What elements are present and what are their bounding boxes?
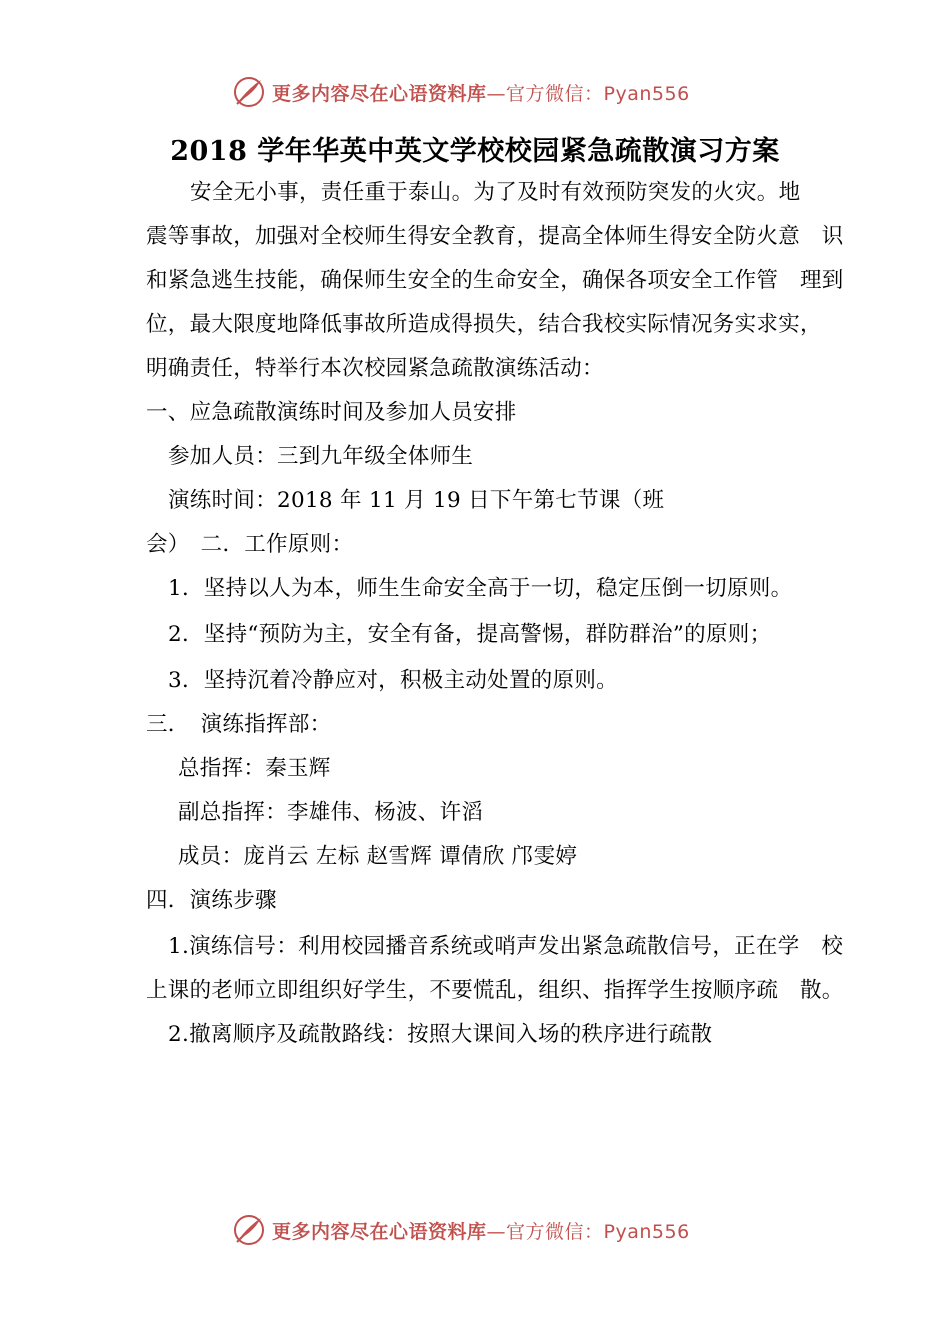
watermark-footer <box>232 1212 690 1248</box>
section-heading: 会） 二．工作原则： <box>146 532 354 557</box>
paragraph-line: 震等事故，加强对全校师生得安全教育，提高全体师生得安全防火意 识 <box>146 224 844 249</box>
drill-time-line: 演练时间：2018 年 11 月 19 日下午第七节课（班 <box>168 488 665 513</box>
step-item: 1.演练信号：利用校园播音系统或哨声发出紧急疏散信号，正在学 校 <box>168 934 844 959</box>
section-heading: 三． 演练指挥部： <box>146 712 332 737</box>
participants-line: 参加人员：三到九年级全体师生 <box>168 444 474 469</box>
paragraph-line: 安全无小事，责任重于泰山。为了及时有效预防突发的火灾。地 <box>190 180 801 205</box>
step-item: 2.撤离顺序及疏散路线：按照大课间入场的秩序进行疏散 <box>168 1022 713 1047</box>
feather-quill-logo-icon <box>232 75 266 109</box>
paragraph-line: 和紧急逃生技能，确保师生安全的生命安全，确保各项安全工作管 理到 <box>146 268 844 293</box>
section-heading: 一、应急疏散演练时间及参加人员安排 <box>146 400 517 425</box>
deputy-commander-line: 副总指挥：李雄伟、杨波、许滔 <box>178 800 484 825</box>
watermark-text: 更多内容尽在心语资料库—官方微信：Pyan556 <box>272 1220 690 1243</box>
members-line: 成员：庞肖云 左标 赵雪辉 谭倩欣 邝雯婷 <box>178 844 578 869</box>
watermark-header <box>232 74 690 110</box>
paragraph-line: 明确责任，特举行本次校园紧急疏散演练活动： <box>146 356 604 381</box>
document-title: 2018 学年华英中英文学校校园紧急疏散演习方案 <box>170 136 780 167</box>
watermark-text: 更多内容尽在心语资料库—官方微信：Pyan556 <box>272 82 690 105</box>
principle-item: 2．坚持“预防为主，安全有备，提高警惕，群防群治”的原则； <box>168 622 772 647</box>
step-item-continued: 上课的老师立即组织好学生，不要慌乱，组织、指挥学生按顺序疏 散。 <box>146 978 844 1003</box>
principle-item: 1．坚持以人为本，师生生命安全高于一切，稳定压倒一切原则。 <box>168 576 793 601</box>
section-heading: 四．演练步骤 <box>146 888 277 913</box>
principle-item: 3．坚持沉着冷静应对，积极主动处置的原则。 <box>168 668 618 693</box>
paragraph-line: 位，最大限度地降低事故所造成得损失，结合我校实际情况务实求实， <box>146 312 822 337</box>
commander-line: 总指挥：秦玉辉 <box>178 756 331 781</box>
feather-quill-logo-icon <box>232 1213 266 1247</box>
